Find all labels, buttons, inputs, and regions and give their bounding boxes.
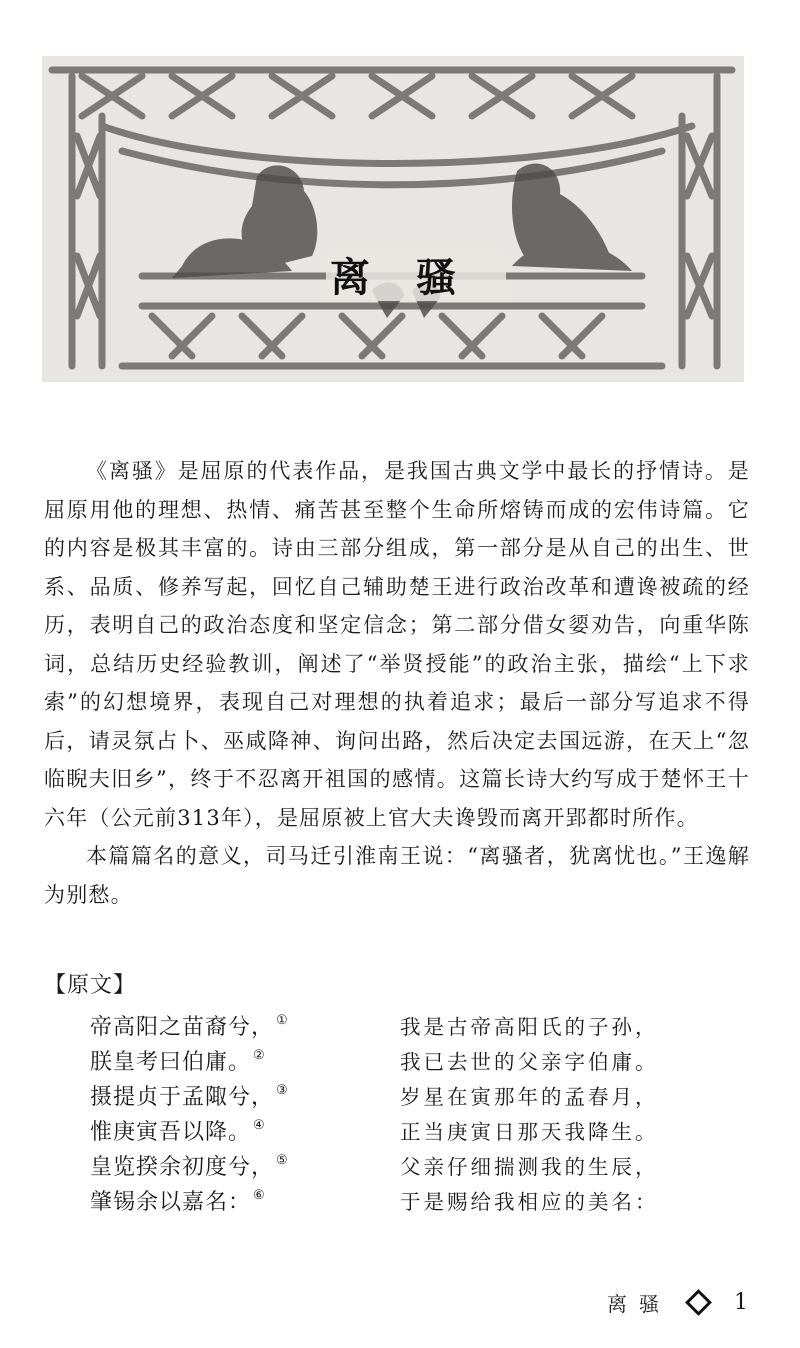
banner-title: 离骚 xyxy=(326,254,506,301)
poem-translation-line: 岁星在寅那年的孟春月， xyxy=(400,1085,659,1109)
poem-row xyxy=(0,1045,800,1080)
footnote-marker: ⑥ xyxy=(253,1188,266,1203)
title-banner xyxy=(42,56,744,382)
poem-translation-line: 我是古帝高阳氏的子孙， xyxy=(400,1015,659,1039)
running-title: 离骚 xyxy=(607,1292,671,1316)
poem-row xyxy=(0,1080,800,1115)
poem-row xyxy=(0,1150,800,1185)
poem-translation-line: 正当庚寅日那天我降生。 xyxy=(400,1120,659,1144)
woodcut-illustration xyxy=(42,56,744,382)
footnote-marker: ① xyxy=(276,1013,289,1028)
footnote-marker: ④ xyxy=(253,1118,266,1133)
footnote-marker: ⑤ xyxy=(276,1153,289,1168)
poem-lines xyxy=(0,1010,800,1220)
poem-original-line: 朕皇考曰伯庸。 xyxy=(90,1050,252,1075)
page-footer xyxy=(607,1288,748,1317)
footnote-marker: ② xyxy=(253,1048,266,1063)
poem-original-line: 摄提贞于孟陬兮， xyxy=(90,1085,275,1110)
poem-row xyxy=(0,1185,800,1220)
poem-original-line: 肇锡余以嘉名： xyxy=(90,1190,252,1215)
poem-original-line: 皇览揆余初度兮， xyxy=(90,1155,275,1180)
diamond-icon xyxy=(685,1289,712,1316)
poem-row xyxy=(0,1115,800,1150)
poem-original-line: 帝高阳之苗裔兮， xyxy=(90,1015,275,1040)
section-label-original-text: 【原文】 xyxy=(44,973,137,998)
footnote-marker: ③ xyxy=(276,1083,289,1098)
poem-translation-line: 父亲仔细揣测我的生辰， xyxy=(400,1155,659,1179)
poem-row xyxy=(0,1010,800,1045)
intro-paragraph: 《离骚》是屈原的代表作品，是我国古典文学中最长的抒情诗。是屈原用他的理想、热情、痛苦甚至整个生命所熔铸而成的宏伟诗篇。它的内容是极其丰富的。诗由三部分组成，第一部分是从自己的出生、世系、品质、修养写起，回忆自己辅助楚王进行政治改革和遭谗被疏的经历，表明自己的政治态度和坚定信念；第二部分借女媭劝告，向重华陈词，总结历史经验教训，阐述了“举贤授能”的政治主张，描绘“上下求索”的幻想境界，表现自己对理想的执着追求；最后一部分写追求不得后，请灵氛占卜、巫咸降神、询问出路，然后决定去国远游，在天上“忽临睨夫旧乡”，终于不忍离开祖国的感情。这篇长诗大约写成于楚怀王十六年（公元前313年），是屈原被上官大夫谗毁而离开郢都时所作。 xyxy=(44,459,750,830)
poem-translation-line: 我已去世的父亲字伯庸。 xyxy=(400,1050,659,1074)
intro-paragraph: 本篇篇名的意义，司马迁引淮南王说：“离骚者，犹离忧也。”王逸解为别愁。 xyxy=(44,844,750,907)
poem-original-line: 惟庚寅吾以降。 xyxy=(90,1120,252,1145)
poem-translation-line: 于是赐给我相应的美名： xyxy=(400,1190,659,1214)
introduction xyxy=(44,452,750,914)
page-number: 1 xyxy=(734,1290,748,1315)
